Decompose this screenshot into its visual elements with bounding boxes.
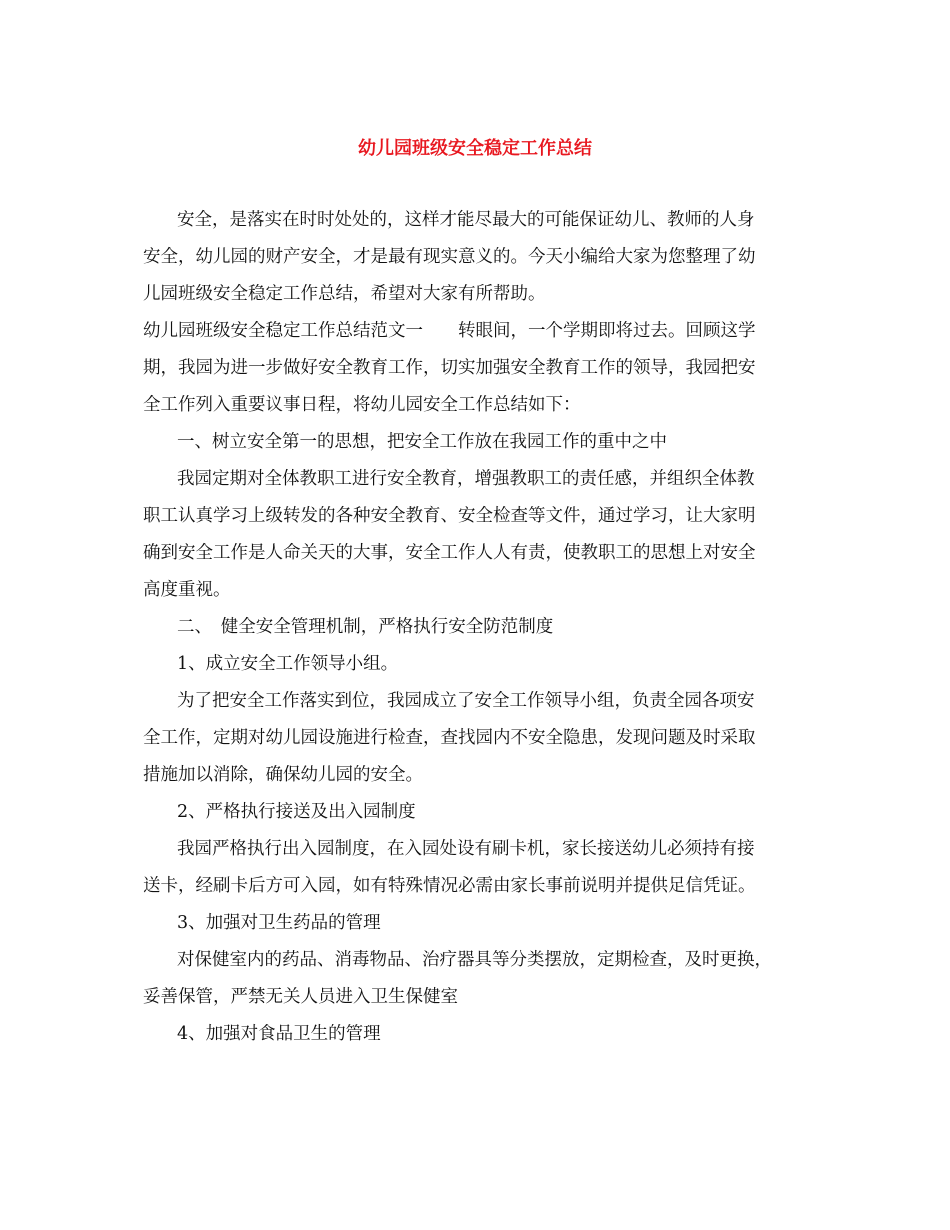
section-heading: 一、树立安全第一的思想，把安全工作放在我园工作的重中之中 bbox=[177, 432, 667, 452]
paragraph-line: 全工作列入重要议事日程，将幼儿园安全工作总结如下： bbox=[143, 395, 581, 415]
paragraph-line: 我园严格执行出入园制度，在入园处设有刷卡机，家长接送幼儿必须持有接 bbox=[177, 839, 755, 859]
paragraph-line: 儿园班级安全稳定工作总结，希望对大家有所帮助。 bbox=[143, 284, 546, 304]
section-heading: 二、 健全安全管理机制，严格执行安全防范制度 bbox=[177, 617, 554, 637]
paragraph-line: 为了把安全工作落实到位，我园成立了安全工作领导小组，负责全园各项安 bbox=[177, 691, 755, 711]
document-title: 幼儿园班级安全稳定工作总结 bbox=[358, 138, 592, 159]
subsection-heading: 2、严格执行接送及出入园制度 bbox=[177, 802, 416, 822]
paragraph-line: 全工作，定期对幼儿园设施进行检查，查找园内不安全隐患，发现问题及时采取 bbox=[143, 728, 756, 748]
paragraph-line: 高度重视。 bbox=[143, 580, 231, 600]
subsection-heading: 1、成立安全工作领导小组。 bbox=[177, 654, 399, 674]
subsection-heading: 3、加强对卫生药品的管理 bbox=[177, 913, 381, 933]
paragraph-line: 安全，是落实在时时处处的，这样才能尽最大的可能保证幼儿、教师的人身 bbox=[177, 210, 755, 230]
paragraph-line: 送卡，经刷卡后方可入园，如有特殊情况必需由家长事前说明并提供足信凭证。 bbox=[143, 876, 756, 896]
paragraph-line: 妥善保管，严禁无关人员进入卫生保健室 bbox=[143, 987, 458, 1007]
paragraph-line: 职工认真学习上级转发的各种安全教育、安全检查等文件，通过学习，让大家明 bbox=[143, 506, 756, 526]
subsection-heading: 4、加强对食品卫生的管理 bbox=[177, 1024, 381, 1044]
paragraph-line: 对保健室内的药品、消毒物品、治疗器具等分类摆放，定期检查，及时更换， bbox=[177, 950, 772, 970]
paragraph-line: 措施加以消除，确保幼儿园的安全。 bbox=[143, 765, 423, 785]
paragraph-line: 期，我园为进一步做好安全教育工作，切实加强安全教育工作的领导，我园把安 bbox=[143, 358, 756, 378]
paragraph-line: 安全，幼儿园的财产安全，才是最有现实意义的。今天小编给大家为您整理了幼 bbox=[143, 247, 756, 267]
paragraph-line: 确到安全工作是人命关天的大事，安全工作人人有责，使教职工的思想上对安全 bbox=[143, 543, 756, 563]
paragraph-line: 幼儿园班级安全稳定工作总结范文一 转眼间，一个学期即将过去。回顾这学 bbox=[143, 321, 756, 341]
paragraph-line: 我园定期对全体教职工进行安全教育，增强教职工的责任感，并组织全体教 bbox=[177, 469, 755, 489]
